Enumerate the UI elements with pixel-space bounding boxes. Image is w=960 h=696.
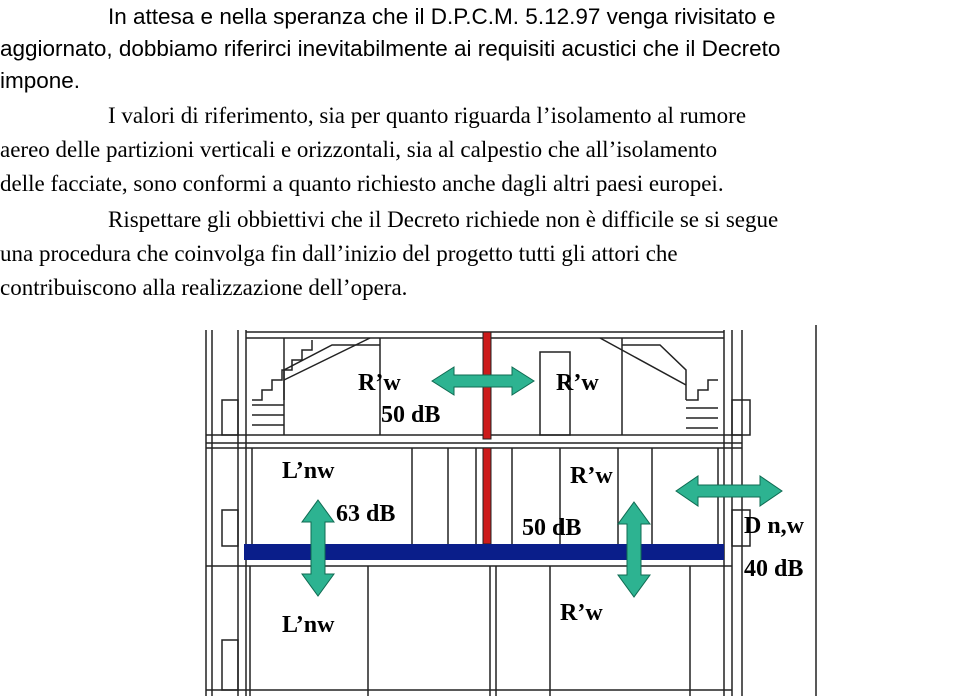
body-line-5: una procedura che coinvolga fin dall’inizio del progetto tutti gli attori che [0, 241, 678, 266]
intro-line-1: In attesa e nella speranza che il D.P.C.M. 5.12.97 venga rivisitato e [108, 4, 776, 29]
label-rw-mid: R’w [570, 463, 613, 489]
label-db-63: 63 dB [336, 501, 396, 527]
separating-wall-middle [483, 448, 491, 544]
label-lnw-bottom: L’nw [282, 612, 335, 638]
body-line-6: contribuiscono alla realizzazione dell’opera. [0, 275, 408, 300]
body-line-4: Rispettare gli obbiettivi che il Decreto richiede non è difficile se si segue [108, 207, 779, 232]
body-line-3: delle facciate, sono conformi a quanto richiesto anche dagli altri paesi europei. [0, 171, 724, 196]
label-db-mid: 50 dB [522, 515, 582, 541]
intro-line-2: aggiornato, dobbiamo riferirci inevitabilmente ai requisiti acustici che il Decreto [0, 36, 781, 61]
label-db-40: 40 dB [744, 556, 804, 582]
intro-line-3: impone. [0, 68, 81, 93]
label-rw-bottom: R’w [560, 600, 603, 626]
label-db-top: 50 dB [381, 402, 441, 428]
label-rw-top-left: R’w [358, 370, 401, 396]
body-line-1: I valori di riferimento, sia per quanto riguarda l’isolamento al rumore [108, 103, 747, 128]
body-line-2: aereo delle partizioni verticali e orizzontali, sia al calpestio che all’isolamento [0, 137, 718, 162]
label-dnw: D n,w [744, 513, 805, 539]
label-rw-top-right: R’w [556, 370, 599, 396]
horizontal-arrow-facade [676, 476, 782, 506]
arrows [302, 367, 782, 597]
label-lnw-mid: L’nw [282, 458, 335, 484]
